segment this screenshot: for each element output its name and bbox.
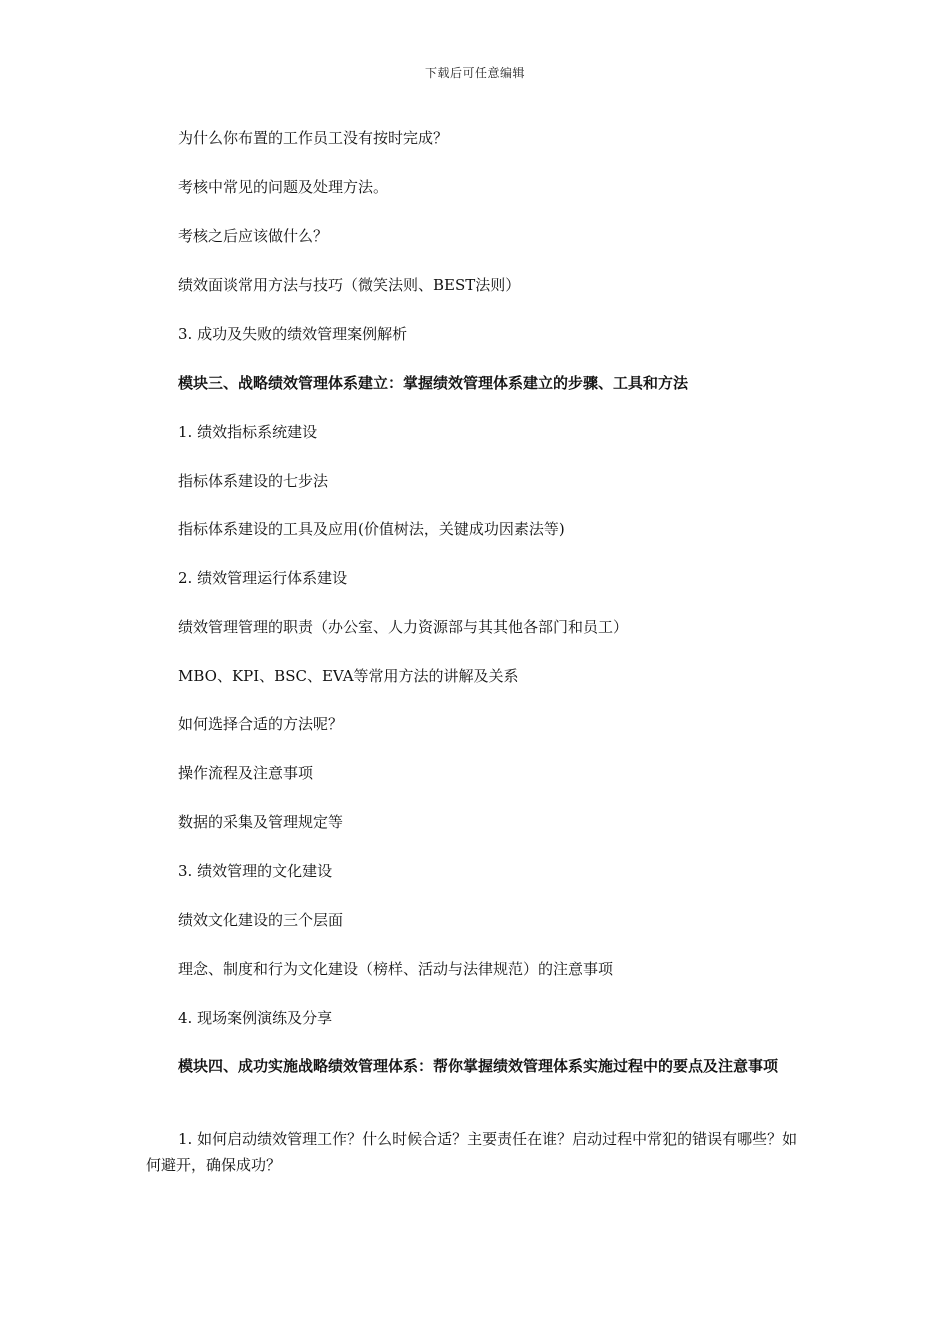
paragraph: 理念、制度和行为文化建设（榜样、活动与法律规范）的注意事项 (178, 960, 614, 978)
paragraph: 1. 如何启动绩效管理工作？什么时候合适？主要责任在谁？启动过程中常犯的错误有哪些？如何避开，确保成功？ (146, 1130, 798, 1174)
paragraph: 4. 现场案例演练及分享 (178, 1009, 333, 1027)
paragraph: 绩效管理管理的职责（办公室、人力资源部与其其他各部门和员工） (178, 618, 629, 636)
paragraph: 指标体系建设的工具及应用(价值树法，关键成功因素法等) (178, 520, 565, 538)
paragraph: 操作流程及注意事项 (178, 764, 314, 782)
paragraph: 考核中常见的问题及处理方法。 (178, 178, 389, 196)
paragraph: 3. 成功及失败的绩效管理案例解析 (178, 325, 408, 343)
paragraph: 数据的采集及管理规定等 (178, 813, 344, 831)
paragraph: 为什么你布置的工作员工没有按时完成？ (178, 129, 449, 147)
paragraph: 指标体系建设的七步法 (178, 472, 329, 490)
paragraph: 绩效面谈常用方法与技巧（微笑法则、BEST法则） (178, 276, 521, 294)
paragraph: 2. 绩效管理运行体系建设 (178, 569, 348, 587)
section-heading: 模块三、战略绩效管理体系建立：掌握绩效管理体系建立的步骤、工具和方法 (178, 374, 689, 392)
section-heading: 模块四、成功实施战略绩效管理体系：帮你掌握绩效管理体系实施过程中的要点及注意事项 (178, 1057, 779, 1075)
paragraph: MBO、KPI、BSC、EVA等常用方法的讲解及关系 (178, 667, 519, 685)
paragraph: 如何选择合适的方法呢？ (178, 715, 344, 733)
paragraph: 1. 绩效指标系统建设 (178, 423, 318, 441)
paragraph: 3. 绩效管理的文化建设 (178, 862, 333, 880)
page-header: 下载后可任意编辑 (424, 66, 525, 80)
paragraph: 绩效文化建设的三个层面 (178, 911, 344, 929)
paragraph: 考核之后应该做什么？ (178, 227, 329, 245)
